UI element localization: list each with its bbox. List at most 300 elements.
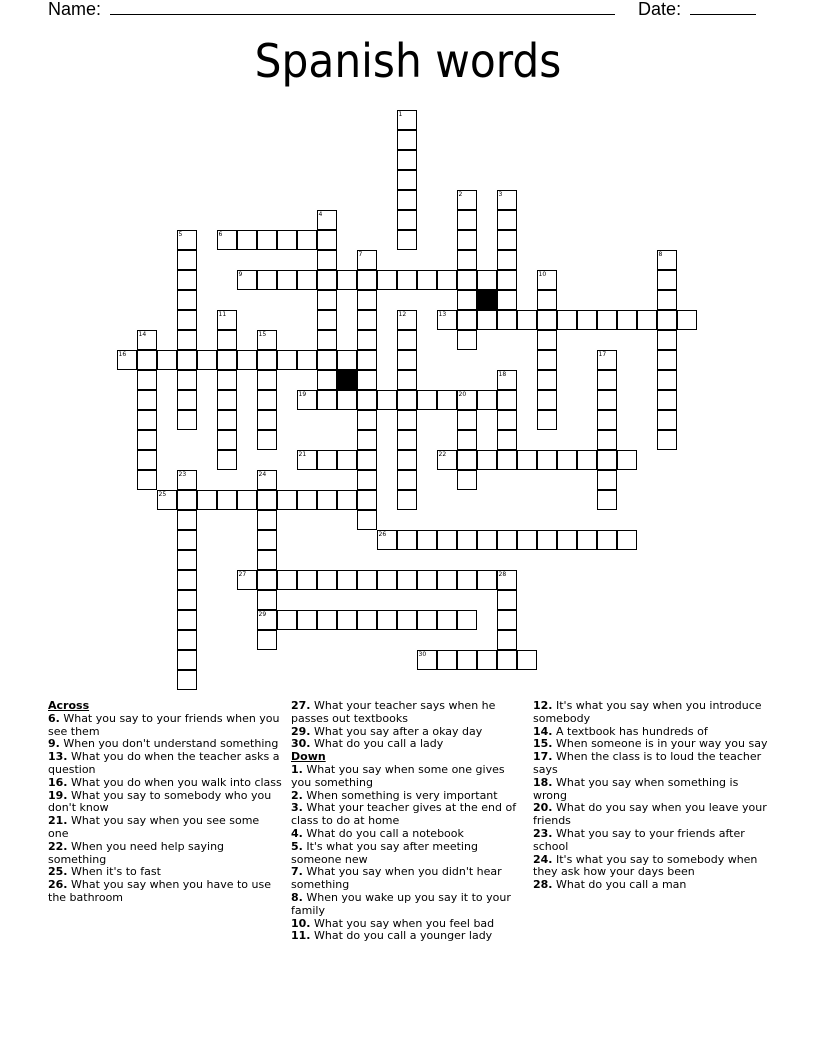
grid-cell[interactable] [457, 330, 477, 350]
grid-cell[interactable] [657, 350, 677, 370]
grid-cell[interactable] [317, 370, 337, 390]
clue-text: What do you call a man [552, 878, 687, 892]
grid-cell[interactable] [177, 670, 197, 690]
grid-cell[interactable] [557, 310, 577, 330]
grid-cell[interactable] [257, 530, 277, 550]
clue-text: When it's to fast [67, 865, 161, 879]
clue-number: 8 [658, 250, 663, 258]
grid-cell[interactable] [397, 190, 417, 210]
grid-cell[interactable] [597, 410, 617, 430]
grid-cell[interactable] [137, 330, 157, 350]
clue-text: What you say when something is wrong [533, 775, 739, 802]
clue-number: 1 [398, 110, 403, 118]
date-label: Date: [638, 0, 682, 19]
clues-column-3 [533, 700, 773, 892]
grid-cell[interactable] [317, 610, 337, 630]
clue-number: 17. [533, 750, 553, 764]
clue-text: What you do when you walk into class [67, 775, 282, 789]
grid-cell[interactable] [257, 490, 277, 510]
grid-cell[interactable] [397, 270, 417, 290]
grid-cell[interactable] [237, 350, 257, 370]
grid-cell[interactable] [397, 130, 417, 150]
grid-cell[interactable] [177, 390, 197, 410]
grid-cell[interactable] [457, 290, 477, 310]
grid-cell[interactable] [177, 470, 197, 490]
grid-cell[interactable] [397, 110, 417, 130]
grid-cell[interactable] [177, 510, 197, 530]
grid-cell[interactable] [397, 570, 417, 590]
grid-cell[interactable] [597, 530, 617, 550]
grid-cell[interactable] [397, 210, 417, 230]
clue-text: What do you call a younger lady [310, 929, 493, 943]
grid-cell[interactable] [257, 430, 277, 450]
grid-cell[interactable] [297, 390, 317, 410]
grid-cell[interactable] [177, 310, 197, 330]
grid-cell[interactable] [597, 390, 617, 410]
grid-cell[interactable] [537, 350, 557, 370]
grid-cell[interactable] [497, 570, 517, 590]
grid-cell[interactable] [177, 250, 197, 270]
grid-cell[interactable] [497, 390, 517, 410]
grid-cell[interactable] [137, 410, 157, 430]
grid-cell[interactable] [137, 390, 157, 410]
grid-cell[interactable] [357, 390, 377, 410]
grid-cell[interactable] [177, 570, 197, 590]
grid-cell[interactable] [517, 310, 537, 330]
grid-cell[interactable] [457, 190, 477, 210]
grid-cell[interactable] [457, 250, 477, 270]
grid-cell[interactable] [317, 390, 337, 410]
grid-cell[interactable] [677, 310, 697, 330]
grid-cell[interactable] [337, 350, 357, 370]
grid-cell[interactable] [377, 270, 397, 290]
grid-cell[interactable] [357, 510, 377, 530]
grid-cell[interactable] [357, 610, 377, 630]
grid-cell[interactable] [597, 430, 617, 450]
grid-cell[interactable] [457, 610, 477, 630]
grid-cell[interactable] [257, 270, 277, 290]
grid-cell[interactable] [537, 410, 557, 430]
grid-cell[interactable] [317, 230, 337, 250]
grid-cell[interactable] [477, 270, 497, 290]
grid-cell[interactable] [357, 250, 377, 270]
grid-cell[interactable] [437, 450, 457, 470]
clue-number: 13. [48, 750, 68, 764]
grid-cell[interactable] [197, 490, 217, 510]
grid-cell[interactable] [237, 570, 257, 590]
grid-cell[interactable] [377, 610, 397, 630]
grid-cell[interactable] [357, 490, 377, 510]
grid-cell[interactable] [357, 370, 377, 390]
clue-number: 29 [258, 610, 267, 618]
grid-cell[interactable] [497, 530, 517, 550]
grid-cell[interactable] [177, 610, 197, 630]
grid-cell[interactable] [177, 410, 197, 430]
grid-cell[interactable] [297, 610, 317, 630]
clue-number: 6 [218, 230, 223, 238]
grid-cell[interactable] [437, 310, 457, 330]
grid-cell[interactable] [417, 530, 437, 550]
grid-cell[interactable] [397, 150, 417, 170]
grid-cell[interactable] [497, 450, 517, 470]
grid-cell[interactable] [437, 610, 457, 630]
grid-cell[interactable] [137, 470, 157, 490]
grid-cell[interactable] [377, 390, 397, 410]
grid-cell[interactable] [277, 490, 297, 510]
grid-cell[interactable] [477, 570, 497, 590]
grid-cell[interactable] [357, 350, 377, 370]
grid-cell[interactable] [337, 270, 357, 290]
grid-cell[interactable] [217, 310, 237, 330]
grid-cell[interactable] [217, 230, 237, 250]
grid-cell[interactable] [437, 570, 457, 590]
grid-cell[interactable] [617, 310, 637, 330]
grid-cell[interactable] [397, 350, 417, 370]
clue-number: 9. [48, 737, 60, 751]
grid-cell[interactable] [357, 310, 377, 330]
grid-cell[interactable] [137, 450, 157, 470]
grid-cell[interactable] [357, 450, 377, 470]
grid-cell[interactable] [217, 450, 237, 470]
grid-cell[interactable] [457, 270, 477, 290]
grid-cell[interactable] [177, 490, 197, 510]
clue-item [533, 879, 773, 892]
clue-item [291, 892, 526, 918]
grid-cell[interactable] [177, 290, 197, 310]
grid-cell[interactable] [217, 410, 237, 430]
clue-number: 3. [291, 801, 303, 815]
grid-cell[interactable] [397, 490, 417, 510]
grid-cell[interactable] [337, 390, 357, 410]
clue-text: It's what you say to somebody when they ask how your days been [533, 852, 758, 879]
down-clue-list [291, 764, 526, 943]
grid-cell[interactable] [297, 490, 317, 510]
grid-cell[interactable] [177, 530, 197, 550]
grid-cell[interactable] [177, 650, 197, 670]
grid-cell[interactable] [597, 490, 617, 510]
grid-cell[interactable] [337, 570, 357, 590]
grid-cell[interactable] [477, 530, 497, 550]
grid-cell[interactable] [537, 290, 557, 310]
grid-cell[interactable] [637, 310, 657, 330]
grid-cell[interactable] [657, 310, 677, 330]
grid-cell[interactable] [497, 430, 517, 450]
grid-cell[interactable] [477, 650, 497, 670]
grid-cell[interactable] [497, 210, 517, 230]
grid-cell[interactable] [497, 610, 517, 630]
clue-item [533, 828, 773, 854]
grid-cell[interactable] [237, 230, 257, 250]
grid-cell[interactable] [257, 470, 277, 490]
grid-cell[interactable] [257, 610, 277, 630]
grid-cell[interactable] [337, 490, 357, 510]
grid-cell[interactable] [657, 390, 677, 410]
grid-cell[interactable] [497, 650, 517, 670]
grid-cell[interactable] [257, 630, 277, 650]
clue-number: 3 [498, 190, 503, 198]
grid-cell[interactable] [537, 530, 557, 550]
clue-item [291, 866, 526, 892]
clue-item [533, 854, 773, 880]
clue-number: 18 [498, 370, 507, 378]
grid-cell[interactable] [257, 570, 277, 590]
grid-cell[interactable] [417, 270, 437, 290]
grid-cell[interactable] [517, 650, 537, 670]
grid-cell[interactable] [497, 290, 517, 310]
grid-cell[interactable] [617, 450, 637, 470]
grid-cell[interactable] [397, 610, 417, 630]
grid-cell[interactable] [317, 290, 337, 310]
grid-cell[interactable] [297, 450, 317, 470]
grid-cell[interactable] [297, 230, 317, 250]
grid-cell[interactable] [497, 230, 517, 250]
grid-cell[interactable] [497, 310, 517, 330]
clue-number: 10 [538, 270, 547, 278]
grid-cell[interactable] [277, 610, 297, 630]
grid-cell[interactable] [317, 270, 337, 290]
grid-cell[interactable] [517, 450, 537, 470]
clue-text: What do you say when you leave your friends [533, 801, 767, 828]
clue-number: 27 [238, 570, 247, 578]
grid-cell[interactable] [397, 410, 417, 430]
grid-cell[interactable] [657, 370, 677, 390]
grid-cell[interactable] [497, 370, 517, 390]
grid-cell[interactable] [357, 410, 377, 430]
grid-cell[interactable] [157, 350, 177, 370]
grid-cell[interactable] [237, 270, 257, 290]
grid-cell[interactable] [457, 570, 477, 590]
clue-item [48, 879, 283, 905]
grid-cell[interactable] [277, 570, 297, 590]
grid-cell[interactable] [257, 350, 277, 370]
grid-cell[interactable] [417, 390, 437, 410]
clue-text: It's what you say when you introduce somebody [533, 699, 762, 725]
clue-item [291, 700, 526, 726]
grid-cell[interactable] [577, 310, 597, 330]
clue-text: What you do when the teacher asks a question [48, 750, 280, 776]
grid-cell[interactable] [337, 450, 357, 470]
grid-cell[interactable] [457, 310, 477, 330]
grid-cell[interactable] [417, 610, 437, 630]
grid-cell[interactable] [397, 230, 417, 250]
grid-cell[interactable] [457, 230, 477, 250]
grid-cell[interactable] [317, 490, 337, 510]
grid-cell[interactable] [257, 510, 277, 530]
grid-cell[interactable] [397, 450, 417, 470]
grid-cell[interactable] [317, 450, 337, 470]
grid-cell[interactable] [457, 390, 477, 410]
grid-cell[interactable] [137, 370, 157, 390]
grid-cell[interactable] [577, 530, 597, 550]
clue-text: What you say when you have to use the bathroom [48, 878, 271, 904]
grid-cell[interactable] [417, 570, 437, 590]
grid-cell[interactable] [497, 250, 517, 270]
grid-cell[interactable] [657, 270, 677, 290]
grid-cell[interactable] [257, 410, 277, 430]
grid-cell[interactable] [217, 430, 237, 450]
grid-cell[interactable] [377, 570, 397, 590]
grid-cell[interactable] [357, 570, 377, 590]
grid-cell[interactable] [437, 390, 457, 410]
clue-text: What your teacher says when he passes out textbooks [291, 699, 496, 725]
grid-cell[interactable] [597, 310, 617, 330]
grid-cell[interactable] [597, 350, 617, 370]
grid-cell[interactable] [457, 530, 477, 550]
grid-cell[interactable] [357, 290, 377, 310]
clue-number: 9 [238, 270, 243, 278]
grid-cell[interactable] [597, 370, 617, 390]
clue-text: When something is very important [302, 788, 498, 802]
grid-cell[interactable] [397, 430, 417, 450]
grid-cell[interactable] [257, 370, 277, 390]
grid-cell[interactable] [537, 330, 557, 350]
grid-cell[interactable] [437, 650, 457, 670]
grid-cell[interactable] [657, 250, 677, 270]
grid-cell[interactable] [257, 230, 277, 250]
grid-cell[interactable] [437, 270, 457, 290]
grid-cell[interactable] [317, 350, 337, 370]
grid-cell[interactable] [297, 270, 317, 290]
grid-cell[interactable] [537, 270, 557, 290]
grid-cell[interactable] [457, 450, 477, 470]
clue-number: 20. [533, 801, 553, 815]
grid-cell[interactable] [477, 390, 497, 410]
grid-cell[interactable] [657, 430, 677, 450]
clue-number: 26. [48, 878, 68, 892]
grid-cell[interactable] [457, 470, 477, 490]
grid-cell[interactable] [277, 230, 297, 250]
grid-cell[interactable] [257, 390, 277, 410]
grid-cell[interactable] [457, 410, 477, 430]
across-clue-list [48, 713, 283, 905]
clue-text: When you wake up you say it to your family [291, 890, 511, 917]
grid-cell[interactable] [577, 450, 597, 470]
grid-cell[interactable] [317, 250, 337, 270]
grid-cell[interactable] [497, 410, 517, 430]
grid-cell[interactable] [497, 270, 517, 290]
grid-cell[interactable] [457, 430, 477, 450]
grid-cell[interactable] [257, 330, 277, 350]
grid-cell[interactable] [397, 530, 417, 550]
grid-cell[interactable] [297, 570, 317, 590]
grid-cell[interactable] [317, 330, 337, 350]
clue-text: What do you call a lady [310, 737, 444, 751]
clue-text: What you say when you didn't hear something [291, 865, 502, 892]
grid-cell[interactable] [217, 370, 237, 390]
clue-number: 24 [258, 470, 267, 478]
grid-cell[interactable] [617, 530, 637, 550]
grid-cell[interactable] [317, 570, 337, 590]
black-cell [477, 290, 497, 310]
grid-cell[interactable] [197, 350, 217, 370]
clue-text: What you say when you see some one [48, 814, 260, 840]
clue-item [48, 790, 283, 816]
grid-cell[interactable] [137, 350, 157, 370]
grid-cell[interactable] [397, 470, 417, 490]
grid-cell[interactable] [177, 230, 197, 250]
grid-cell[interactable] [257, 550, 277, 570]
grid-cell[interactable] [497, 630, 517, 650]
grid-cell[interactable] [157, 490, 177, 510]
clue-number: 11 [218, 310, 227, 318]
grid-cell[interactable] [557, 450, 577, 470]
grid-cell[interactable] [537, 370, 557, 390]
clues-column-2 [291, 700, 526, 943]
grid-cell[interactable] [337, 610, 357, 630]
grid-cell[interactable] [457, 650, 477, 670]
grid-cell[interactable] [277, 270, 297, 290]
grid-cell[interactable] [177, 370, 197, 390]
grid-cell[interactable] [137, 430, 157, 450]
grid-cell[interactable] [537, 450, 557, 470]
clue-text: What your teacher gives at the end of class to do at home [291, 801, 517, 828]
clue-number: 11. [291, 929, 311, 943]
grid-cell[interactable] [217, 490, 237, 510]
grid-cell[interactable] [657, 290, 677, 310]
grid-cell[interactable] [397, 170, 417, 190]
grid-cell[interactable] [217, 350, 237, 370]
grid-cell[interactable] [437, 530, 457, 550]
grid-cell[interactable] [357, 270, 377, 290]
grid-cell[interactable] [397, 370, 417, 390]
grid-cell[interactable] [597, 450, 617, 470]
clue-text: What you say to your friends when you see them [48, 711, 280, 738]
grid-cell[interactable] [397, 390, 417, 410]
grid-cell[interactable] [397, 310, 417, 330]
grid-cell[interactable] [217, 330, 237, 350]
clue-number: 5. [291, 839, 303, 853]
grid-cell[interactable] [277, 350, 297, 370]
grid-cell[interactable] [177, 270, 197, 290]
grid-cell[interactable] [177, 550, 197, 570]
grid-cell[interactable] [537, 390, 557, 410]
grid-cell[interactable] [177, 350, 197, 370]
clue-number: 28. [533, 878, 553, 892]
grid-cell[interactable] [177, 590, 197, 610]
grid-cell[interactable] [477, 450, 497, 470]
clue-number: 22 [438, 450, 447, 458]
grid-cell[interactable] [377, 530, 397, 550]
grid-cell[interactable] [217, 390, 237, 410]
grid-cell[interactable] [457, 210, 477, 230]
grid-cell[interactable] [357, 430, 377, 450]
clue-number: 27. [291, 699, 311, 712]
grid-cell[interactable] [497, 590, 517, 610]
grid-cell[interactable] [657, 330, 677, 350]
grid-cell[interactable] [597, 470, 617, 490]
grid-cell[interactable] [357, 330, 377, 350]
grid-cell[interactable] [117, 350, 137, 370]
grid-cell[interactable] [417, 650, 437, 670]
grid-cell[interactable] [517, 530, 537, 550]
grid-cell[interactable] [177, 630, 197, 650]
clue-number: 30. [291, 737, 311, 751]
grid-cell[interactable] [257, 590, 277, 610]
grid-cell[interactable] [317, 210, 337, 230]
grid-cell[interactable] [357, 470, 377, 490]
grid-cell[interactable] [177, 330, 197, 350]
grid-cell[interactable] [537, 310, 557, 330]
grid-cell[interactable] [557, 530, 577, 550]
grid-cell[interactable] [317, 310, 337, 330]
grid-cell[interactable] [497, 190, 517, 210]
grid-cell[interactable] [237, 490, 257, 510]
grid-cell[interactable] [297, 350, 317, 370]
grid-cell[interactable] [397, 330, 417, 350]
clue-text: When the class is to loud the teacher says [533, 750, 762, 776]
grid-cell[interactable] [477, 310, 497, 330]
grid-cell[interactable] [657, 410, 677, 430]
